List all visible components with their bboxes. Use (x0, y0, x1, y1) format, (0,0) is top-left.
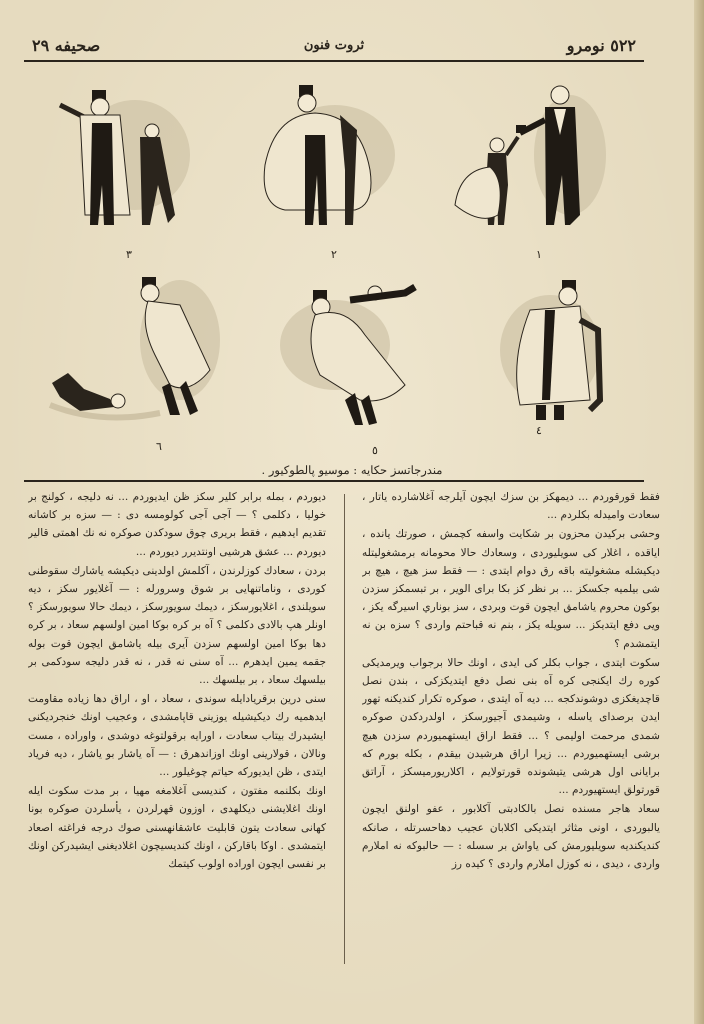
paragraph: وحشى بركيدن محزون بر شكايت واسفه كچمش ، صورتك يانده ، اياقده ، اغلار كى سويليوردى ، وسعادك حالا محومانه برمشغوليتله ديكيشله مشغوليته باقه رق دوام ايتدى : — فقط سز هيچ ، هيچ بر شى بيلميه جكسكز ... بر نظر كز بكا براى الوير ، بر تبسمكز سزدن بوكون محروم ياشامق ايچون قوت وبردى ، سز بوناري اسيرگه يكز ، ويى دفع ايتديكز ... سويله يكز ، بنم نه قباحتم واردى ؟ سزه بن نه ايتمشدم ؟ (362, 528, 660, 650)
panel-5-drawing (245, 275, 425, 445)
panel-number-1: ١ (536, 248, 542, 261)
panel-number-6: ٦ (156, 440, 162, 453)
paragraph: ديوردم ، بمله برابر كلير سكز ظن ايديوردم ... نه دليجه ، كولنج بر خوليا ، دكلمى ؟ — آجى آجى كولومسه دى : — سزه بر كاشانه تقديم ايدهيم ، فقط بريرى چوق سودكدن صوكره نه نك اهمتى قالير ديوردم ... عشق هرشيى اونتديرر ديوردم ... (28, 491, 326, 558)
figure-caption: مندرجاتسز حكايه : موسيو پالطوكيور . (261, 463, 443, 477)
paragraph: فقط قورقوردم ... ديمهكز بن سزك ايچون آيلرجه آغلاشارده ياتار ، سعادت واميدله بكلردم ... (362, 491, 660, 522)
panel-1-drawing (450, 75, 630, 245)
paragraph: بردن ، سعادك كوزلرندن ، آكلمش اولدينى ديكيشه ياشارك سقوطنى كوردى ، وناماتنهايى بر شوق وسرورله : — آغلايور سكز ، ديه سويلندى ، اغلايورسكز ، ديمك سويورسكز ، ديمك حالا سويورسكز ؟ اونلر هپ بالادى دكلمى ؟ آه بر كره بوكا امين اولسهم سعاد ، بر كره دها بوكا امين اولسهم سزدن آيرى بيله ياشامق ايچون قوت بوله جقمه يمين ايدهرم ... آه سنى نه قدر ، نه قدر دليجه سودكمى بر بيلسهك سعاد ، بر بيلسهك ... (28, 564, 326, 687)
cartoon-panel-3 (40, 75, 220, 245)
header-rule (24, 60, 644, 62)
panel-number-5: ٥ (372, 444, 378, 457)
paragraph: سكوت ايتدى ، جواب بكلر كى ايدى ، اونك حالا برجواب ويرمديكى كوره رك ايكنجى كره آه بنى نصل دفع ايتديكزكى ، بندن نصل قاچديغكزى دوشوندكجه ... ديه آه ايتدى ، صوكره تكرار كنديكنه تهور ايدن برصداى ياسله ، وشيمدى آجيورسكز ، اولدردكدن صوكره شمدى مرحمت اوليمى ؟ ... فقط اراق ايستهميوردم سزدن هيچ برشى ايستهميوردم ... زيرا اراق هرشيدن بيقدم ، بكله بورم كه برايانى اول هرشى يتيشونده قورتولايم ، اكلاريورميسكز ، آراتق قورتولق ايستهيوردم ... (362, 656, 660, 797)
cartoon-panel-6 (40, 265, 220, 435)
caption-rule (24, 480, 644, 482)
panel-number-4: ٤ (536, 424, 542, 437)
text-column-left (28, 488, 326, 988)
cartoon-panel-4 (450, 270, 630, 440)
cartoon-strip (40, 70, 640, 470)
panel-3-drawing (40, 75, 220, 245)
panel-number-2: ٢ (331, 248, 337, 261)
cartoon-panel-2 (245, 75, 425, 245)
panel-2-drawing (245, 75, 425, 245)
magazine-title: ثروت فنون (303, 38, 365, 53)
cartoon-panel-5 (245, 275, 425, 445)
cartoon-panel-1 (450, 75, 630, 245)
column-divider (344, 494, 345, 964)
paragraph: اونك بكلنمه مفتون ، كنديسى آغلامغه مهيا ، بر مدت سكوت ايله اونك اغلايشنى ديكلهدى ، اوزون قهرلردن ، يأسلردن صوكره بونا كهانى سعادت يتون قابليت عاشقانهسنى صوك درجه فراغته اصعاد ايتمشدى . اوكا باقاركن ، اونك كنديسيچون اغلاديغنى ايشيدركن اونك بر نفسى ايچون اوراده اولوب كيتمك (28, 785, 326, 871)
issue-number: ٥٢٢ نومرو (566, 36, 636, 55)
page-number: صحيفه ٢٩ (32, 36, 101, 55)
panel-6-drawing (40, 265, 220, 435)
page-spine-shadow (694, 0, 704, 1024)
panel-4-drawing (450, 270, 630, 440)
panel-number-3: ٣ (126, 248, 132, 261)
paragraph: سعاد هاجر مسنده نصل بالكادبتى آكلابور ، عفو اولنق ايچون يالبوردى ، اونى مثاثر ايتديكى اكلابان عجيب دهاحسرتله ، صانكه كنديكنديه سويليورمش كى ياواش بر سسله : — حالبوكه نه املارم واردى ، ديدى ، نه كوزل املارم واردى ؟ كيده رز (362, 803, 660, 871)
paragraph: سنى درين برقريادايله سوندى ، سعاد ، او ، اراق دها زياده مقاومت ايدهميه رك ديكيشيله يوزينى قاپامشدى ، وعجيب اونك خنجرديكنى ايشيدرك بيتاب سعادت ، اورايه برقولتوغه دوشدى ، واوراده ، مست ونالان ، قولارينى اونك اوزاندهرق : — آه ياشار بو ياشار ، ديه فرياد ايتدى ، ظن ايديوركه حياتم چوغيلور ... (28, 693, 326, 779)
text-column-right (362, 488, 660, 988)
